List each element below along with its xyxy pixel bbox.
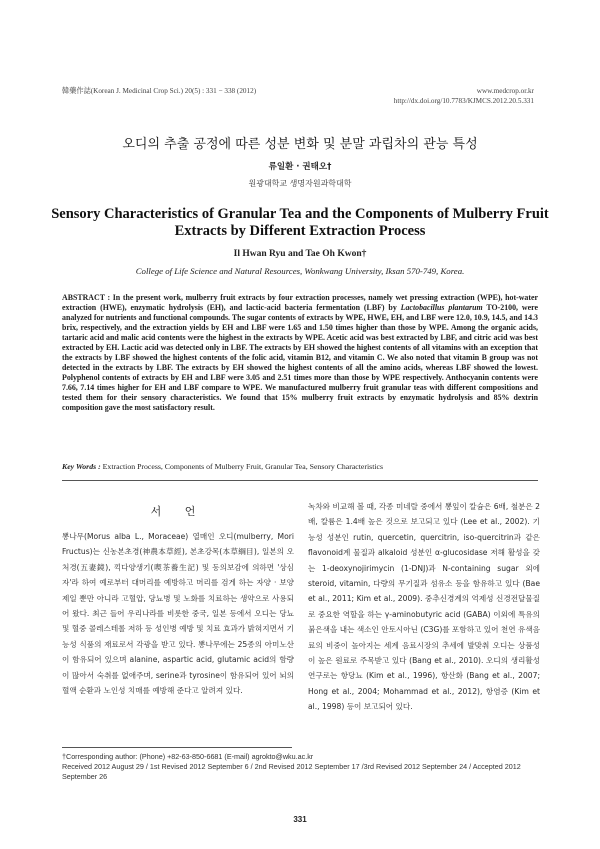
body-left-column: 뽕나무(Morus alba L., Moraceae) 열매인 오디(mulberry, Mori Fructus)는 신농본초경(神農本草經), 본초강목(本草綱目), 일본의 오처경(五妻鏡), 끽다양생기(喫茶養生記) 및 동의보감에 의하면 '상심자'라 하여 예로부터 대머리를 예방하고 머리를 검게 하는 자양 · 보양제일 뿐만 아니라 고혈압, 당뇨병 및 노화를 치료하는 생약으로 사용되어 왔다. 최근 들어 우리나라를 비롯한 중국, 일본 등에서 오디는 당뇨 및 혈중 콜레스테롤 저하 등 성인병 예방 및 치료 효과가 밝혀지면서 기능성 식품의 재료로서 각광을 받고 있다. 뽕나무에는 25종의 아미노산이 함유되어 있으며 alanine, aspartic acid, glutamic acid의 함량이 많아서 숙취를 없애주며, serine과 tyrosine이 함유되어 있어 뇌의 혈액 순환과 노인성 치매를 예방해 준다고 알려져 있다. [62, 532, 294, 696]
keywords-text: Extraction Process, Components of Mulberry Fruit, Granular Tea, Sensory Characteristics [100, 462, 384, 471]
keywords [62, 462, 538, 471]
manuscript-history: Received 2012 August 29 / 1st Revised 2012 September 6 / 2nd Revised 2012 September 17 /3rd Revised 2012 September 24 / Accepted 2012 September 26 [62, 762, 521, 782]
header-links [394, 86, 534, 107]
abstract-label: ABSTRACT : [62, 293, 111, 302]
korean-title: 오디의 추출 공정에 따른 성분 변화 및 분말 과립차의 관능 특성 [122, 137, 478, 152]
body-right-column: 녹차와 비교해 볼 때, 각종 미네랄 중에서 뽕잎이 칼슘은 6배, 철분은 2배, 칼륨은 1.4배 높은 것으로 보고되고 있다 (Lee et al., 2002). 기능성 성분인 rutin, quercetin, quercitrin, iso-quercitrin과 같은 flavonoid계 물질과 alkaloid 성분인 α-glucosidase 저해 활성을 갖는 1-deoxynojirimycin (1-DNJ)과 N-containing sugar 외에 steroid, vitamin, 다량의 무기질과 섬유소 등을 함유하고 있다 (Bae et al., 2011; Kim et al., 2009). 중추신경계의 억제성 신경전달물질로 중요한 역할을 하는 γ-aminobutyric acid (GABA) 이외에 특유의 붉은색을 내는 색소인 안토시아닌 (C3G)를 포함하고 있어 천연 유색음료의 비중이 높아지는 세계 음료시장의 추세에 발맞춰 오디는 상품성이 높은 원료로 주목받고 있다 (Bang et al., 2010). 오디의 생리활성 연구로는 항당뇨 (Kim et al., 1996), 항산화 (Bang et al., 2007; Hong et al., 2004; Mohammad et al., 2012), 항염증 (Kim et al., 1998) 등이 보고되어 있다. [308, 502, 540, 712]
abstract-text-2: TO-2100, were analyzed for nutrients and functional compounds. The sugar contents of extracts by WPE, HWE, EH, and LBF were 12.0, 10.9, 14.5, and 14.3 brix, respectively, and the extraction yields by EH and LBF were 1.65 and 1.50 times higher than those by WPE. Among the organic acids, tartaric acid and malic acid contents were the highest in the extracts by WPE. Acetic acid was best extracted by LBF, and citric acid was best extracted by EH. Lactic acid was detected only in LBF. The extracts by EH showed the highest contents of all vitamins with an exception that the extracts by LBF showed the highest contents of the folic acid, vitamin B12, and vitamin C. We also noted that vitamin B group was not detected in the extracts by LBF. The extracts by EH showed the highest contents of all the amino acids, whereas LBF showed the lowest. Polyphenol contents of extracts by EH and LBF were 3.05 and 2.51 times more than those by WPE respectively. Anthocyanin contents were 7.66, 7.14 times higher for EH and LBF compare to WPE. We manufactured mulberry fruit granular teas with different compositions and tested them for their sensory characteristics. We found that 15% mulberry fruit extracts by enzymatic hydrolysis and 85% dextrin composition gave the most satisfactory result. [62, 303, 538, 412]
page-number: 331 [293, 815, 307, 824]
corresponding-author: †Corresponding author: (Phone) +82-63-850-6681 (E-mail) agrokto@wku.ac.kr [62, 752, 314, 761]
abstract [62, 293, 538, 413]
footnote [62, 752, 538, 782]
abstract-divider [62, 480, 538, 481]
doi-link[interactable]: http://dx.doi.org/10.7783/KJMCS.2012.20.5.331 [393, 97, 534, 106]
english-authors: Il Hwan Ryu and Tae Oh Kwon† [233, 249, 367, 259]
journal-website-link[interactable]: www.medcrop.or.kr [476, 87, 534, 95]
abstract-text-1: In the present work, mulberry fruit extracts by four extraction processes, namely wet pressing extraction (WPE), hot-water extraction (HWE), enzymatic hydrolysis (EH), and lactic-acid bacteria fermentation (LBF) by [62, 293, 538, 312]
english-affiliation: College of Life Science and Natural Resources, Wonkwang University, Iksan 570-749, Korea. [135, 266, 465, 276]
abstract-species: Lactobacillus plantarum [400, 303, 483, 312]
korean-authors: 류일환 · 권태오† [268, 162, 332, 172]
footnote-divider [62, 747, 292, 748]
keywords-label: Key Words : [62, 462, 101, 471]
english-title: Sensory Characteristics of Granular Tea and the Components of Mulberry Fruit Extracts by Different Extraction Process [51, 206, 549, 240]
section-heading: 서 언 [150, 505, 206, 518]
korean-affiliation: 원광대학교 생명자원과학대학 [248, 179, 352, 188]
journal-citation: 韓藥作誌(Korean J. Medicinal Crop Sci.) 20(5) : 331 − 338 (2012) [62, 87, 257, 95]
